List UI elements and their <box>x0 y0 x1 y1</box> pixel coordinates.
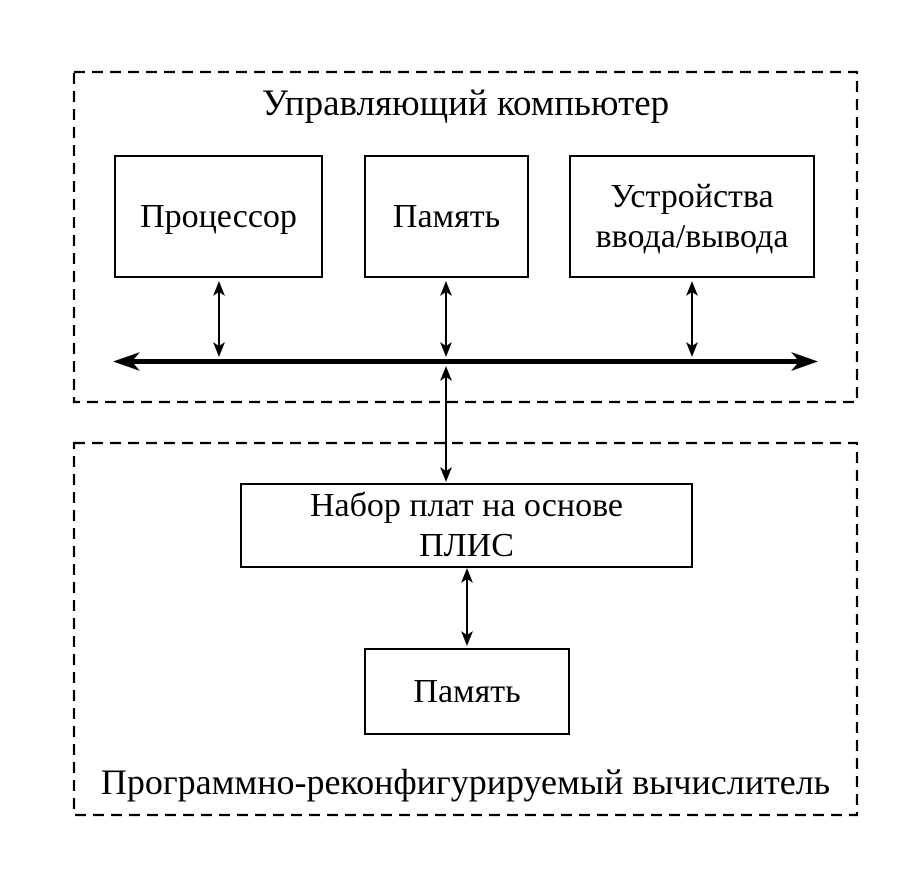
memory-box-bottom <box>364 648 570 735</box>
memory-box-top <box>364 155 529 278</box>
fpga-boards-label-line1: Набор плат на основе <box>309 486 624 524</box>
io-devices-label-line2: ввода/вывода <box>595 217 789 255</box>
memory-bus-link <box>440 281 452 357</box>
io-devices-label-line1: Устройства <box>610 177 774 215</box>
control-computer-title: Управляющий компьютер <box>261 83 670 124</box>
fpga-memory-link <box>461 568 473 646</box>
fpga-boards-label-line2: ПЛИС <box>419 526 514 564</box>
processor-label: Процессор <box>140 197 297 235</box>
io-bus-link <box>686 281 698 357</box>
bus-fpga-link <box>440 366 452 482</box>
processor-bus-link <box>213 281 225 357</box>
processor-box <box>114 155 323 278</box>
io-devices-box <box>569 155 815 278</box>
fpga-boards-box <box>240 483 693 568</box>
reconfigurable-computer-caption: Программно-реконфигурируемый вычислитель <box>100 762 831 802</box>
memory-label: Память <box>392 197 501 235</box>
memory-label: Память <box>413 672 521 710</box>
